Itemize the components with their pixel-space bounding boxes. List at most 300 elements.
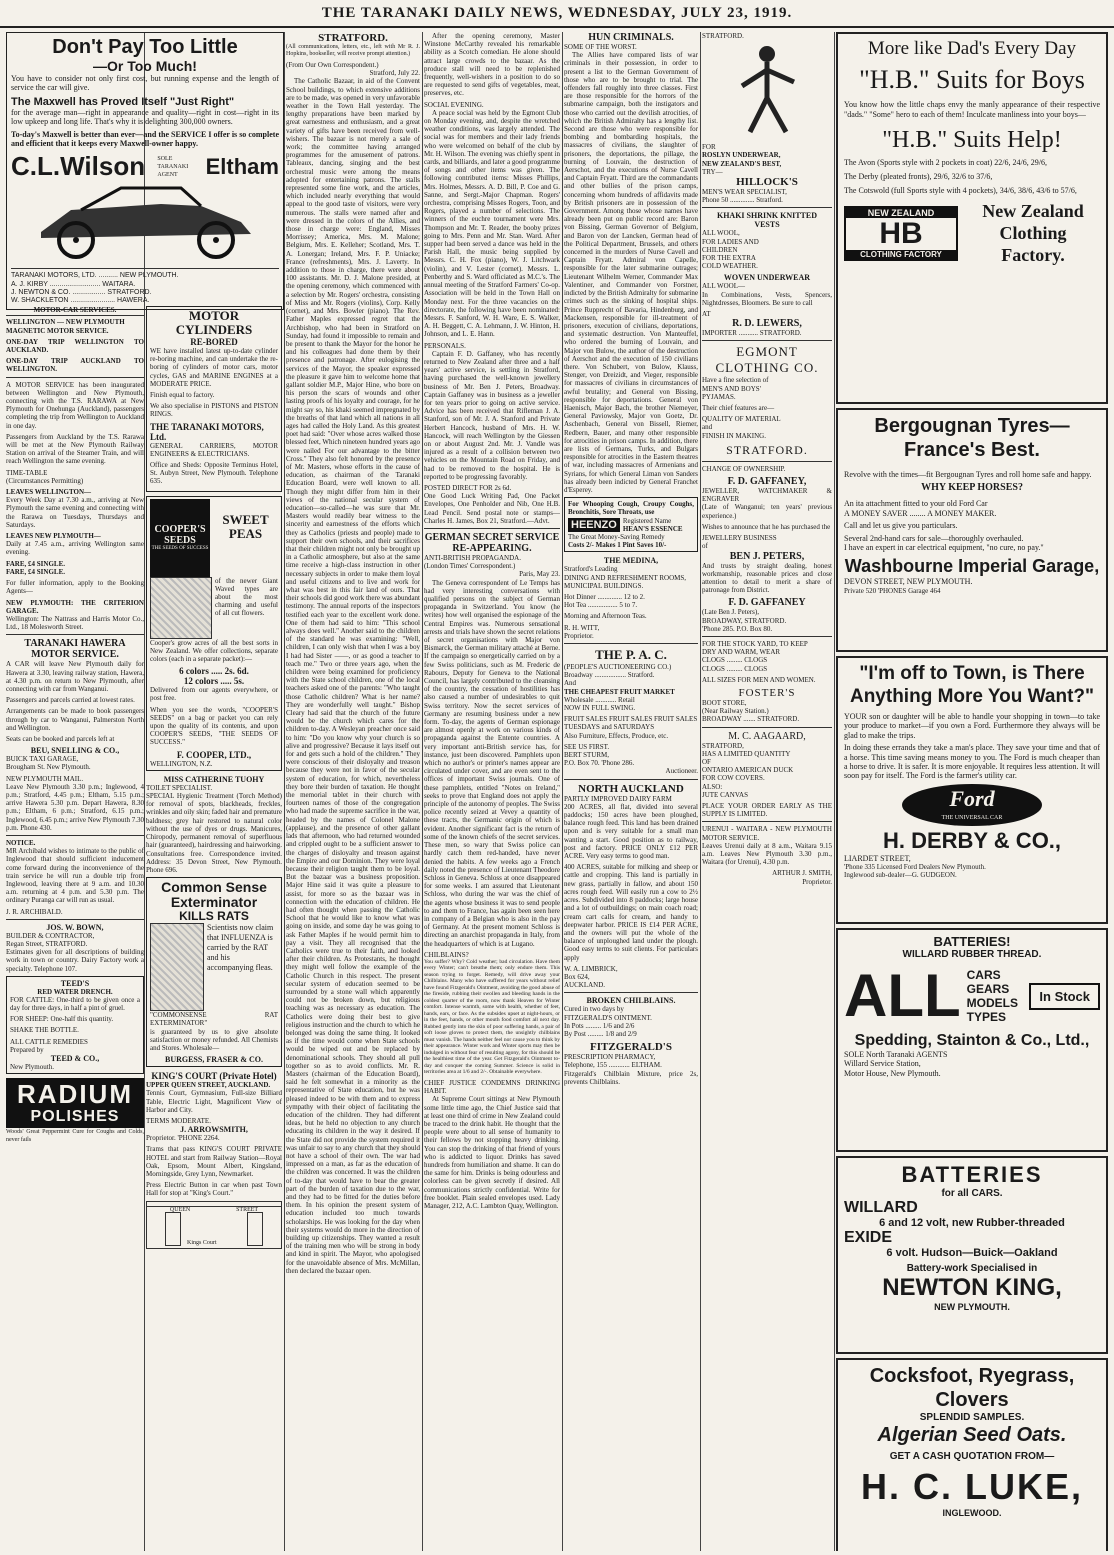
leaves-heading: LEAVES WELLINGTON— — [6, 488, 92, 497]
aagaard-text: FOR COW COVERS. — [702, 774, 765, 783]
cylinders-text: We also specialise in PISTONS and PISTON RINGS. — [150, 402, 278, 419]
hb-logo-text: NEW ZEALAND — [846, 208, 956, 218]
pac-subheading: (PEOPLE'S AUCTIONEERING CO.) — [564, 663, 672, 672]
change-text: BROADWAY, STRATFORD. — [702, 616, 787, 625]
ad-text: One Good Luck Writing Pad, One Packet Envelopes, One Penholder and Nib, One H.B. Lead Pencil. Send postal note or stamps—Charles H. James, Box 21, Stratford.—Advt. — [424, 492, 560, 525]
willard-text: SOLE North Taranaki AGENTS — [844, 1050, 948, 1059]
khaki-heading: VESTS — [754, 220, 780, 230]
cooper-seeds-ad — [146, 496, 282, 771]
batteries-text: Battery-work Specialised in — [906, 1263, 1038, 1274]
teeds-text: Prepared by — [10, 1045, 44, 1054]
chilblains-heading: CHILBLAINS? — [424, 950, 469, 959]
column-4 — [424, 32, 560, 1551]
notice-heading: NOTICE. — [6, 838, 36, 847]
cylinders-text: Office and Sheds: Opposite Terminus Hotel, St. Aubyn Street, New Plymouth. Telephone 635. — [150, 461, 278, 486]
spedding-name: Spedding, Stainton & Co., Ltd., — [854, 1032, 1090, 1049]
egmont-text: Have a fine selection of — [702, 376, 769, 385]
agent-line: A. J. KIRBY .......................... WAITARA. — [11, 280, 136, 288]
fitzgerald-text: Fitzgerald's Chilblain Mixture, price 2s, prevents Chilblains. — [564, 1069, 698, 1086]
stratford-note: (All communications, letters, etc., left with Mr R. J. Hopkins, bookseller, will receive prompt attention.) — [286, 44, 420, 57]
change-text: of — [702, 542, 708, 551]
egmont-text: FINISH IN MAKING. — [702, 431, 766, 440]
firm-name: BUICK TAXI GARAGE, — [6, 755, 79, 764]
rat-illustration — [150, 923, 204, 1011]
khaki-heading: KHAKI SHRINK KNITTED — [716, 211, 818, 221]
timetable-note: (Circumstances Permitting) — [6, 476, 84, 485]
luke-name: H. C. LUKE, — [860, 1466, 1083, 1507]
north-text: Box 624, — [564, 972, 590, 981]
ford-heading: "I'm off to Town, is There — [859, 663, 1085, 684]
hb-logo-text: CLOTHING FACTORY — [846, 250, 956, 259]
article-text: After the opening ceremony, Master Winstone McCarthy revealed his remarkable ability as a Scotch comedian. He alone should attract large crowds to the bazaar. As the produce stall will need to be replenished frequently, well-wishers in a position to do so are requested to send gifts of vegetables, meat, preserves, etc. — [424, 32, 560, 98]
rat-text: Scientists now claim that INFLUENZA is carried by the RAT and his accompanying fleas. — [207, 923, 274, 973]
hawera-text: A CAR will leave New Plymouth daily for Hawera at 3.30, leaving railway station, Hawera, at 4.30 p.m. on return to New Plymouth, after connecting with car from Wanganui. — [6, 660, 144, 693]
agent-line: J. NEWTON & CO. ................. STRATFORD. — [11, 288, 152, 296]
bergougnan-text: Private 520 'PHONES Garage 464 — [844, 586, 941, 595]
ford-text: YOUR son or daughter will be able to handle your shopping in town—to take your produce to market—if you own a Ford. Furthermore they always will be glad to make the trips. — [844, 712, 1100, 740]
nz-clothing: New Zealand — [982, 201, 1084, 221]
hb-help: "H.B." Suits Help! — [882, 127, 1062, 153]
hawera-text: Passengers and parcels carried at lowest rates. — [6, 696, 135, 705]
hun-heading: HUN CRIMINALS. — [588, 32, 674, 43]
change-text: 'Phone 285. P.O. Box 80. — [702, 624, 773, 633]
maxwell-subheading: —Or Too Much! — [93, 58, 197, 74]
urenui-text: Leaves Urenui daily at 8 a.m., Waitara 9.15 a.m. Leaves New Plymouth 3.30 p.m., Waitara (for Urenui), 4.30 p.m. — [702, 841, 832, 867]
north-text: 400 ACRES, suitable for milking and sheep or cattle and cropping. This land is partially in new grass, partially in fallow, and about 150 acres rough feed. Will easily run a cow to 2½ acres. Subdivided into 8 paddocks; large house and a lot of outbuildings; on main coach road; cream cart calls for cream, and handy to deepwater harbor. PRICE IS £14 PER ACRE, and the owners will put the whole of the balance of unploughed land under the plough. Good easy terms to suit clients. For particulars apply — [564, 863, 698, 962]
maxwell-text: for the average man—right in appearance and quality—right in cost—right in its low upkeep and long life. That's why it is delighting 300,000 owners. — [11, 107, 279, 127]
nz-clothing: Clothing Factory. — [999, 223, 1067, 265]
ford-logo-tagline: THE UNIVERSAL CAR — [941, 814, 1003, 821]
limbrick-name: W. A. LIMBRICK, — [564, 964, 618, 973]
broken-text: Cured in two days by — [564, 1005, 624, 1014]
khaki-text: FOR LADIES AND — [702, 237, 759, 246]
ford-logo-text: Ford — [949, 785, 995, 811]
luke-heading: Algerian Seed Oats. — [877, 1424, 1067, 1446]
north-text: 200 ACRES, all flat, divided into several paddocks; 150 acres have been ploughed, balance rough feed. This land has been drained upon and is very suitable for a small man wanting a start. Good position as to railway, post and factory. PRICE ONLY £12 PER ACRE. Very easy terms to good man. — [564, 802, 698, 861]
heenzo-text: Costs 2/- Makes 1 Pint Saves 10/- — [568, 541, 667, 550]
change-text: (Late Ben J. Peters), — [702, 608, 759, 617]
battery-type: MODELS — [966, 996, 1018, 1010]
khaki-text: COLD WEATHER. — [702, 262, 758, 271]
maxwell-claim: The Maxwell has Proved Itself "Just Right" — [11, 95, 235, 108]
sweet-pea-illustration — [150, 577, 212, 639]
ford-text: In doing these errands they take a man's place. They save your time and that of a horse. This time saving means money to you. The Ford is much cheaper than a horse to drive. It is safer. It is more enjoyable. It requires less attention. It will soon pay for itself. The Ford is the farmer's utility car. — [844, 743, 1100, 781]
willard-text: Willard Service Station, — [844, 1059, 921, 1069]
mail-heading: NEW PLYMOUTH MAIL. — [6, 774, 84, 783]
stratford-dateline: Stratford, July 22. — [369, 69, 420, 78]
lewers-name: R. D. LEWERS, — [732, 318, 802, 330]
egmont-text: Their chief features are— — [702, 404, 775, 413]
battery-type: TYPES — [966, 1010, 1006, 1024]
change-text: JEWELLERY BUSINESS — [702, 534, 777, 543]
khaki-text: ALL WOOL— — [702, 282, 745, 291]
column-rule — [834, 32, 835, 1551]
maxwell-ad — [6, 32, 284, 310]
stratford-byline: (From Our Own Correspondent.) — [286, 61, 379, 69]
heenzo-text: The Great Money-Saving Remedy — [568, 532, 665, 541]
pac-text: Auctioneer. — [665, 767, 698, 776]
hb-logo — [844, 206, 958, 261]
service-text: A MOTOR SERVICE has been inaugurated between Wellington and New Plymouth, connecting with the T.S. RARAWA at New Plymouth for Onehunga (Auckland), passengers completing the trip from Wellington to Auckland in one day. — [6, 380, 144, 430]
column-5 — [564, 32, 698, 1551]
roslyn-text: ROSLYN UNDERWEAR, — [702, 151, 781, 160]
luke-town: INGLEWOOD. — [942, 1508, 1002, 1518]
kings-court-text: TERMS MODERATE. — [146, 1116, 211, 1125]
peters-name: BEN J. PETERS, — [729, 550, 805, 562]
roslyn-text: Phone 50 .............. Stratford. — [702, 196, 783, 205]
pac-name: BERT STURM, — [564, 751, 609, 760]
north-heading: NORTH AUCKLAND — [578, 782, 684, 795]
hb-heading: More like Dad's Every Day — [867, 38, 1077, 59]
kings-court-text: Trams that pass KING'S COURT PRIVATE HOTEL and start from Railway Station—Royal Oak, Epsom, Mount Albert, Kingsland, Morningside, Grey Lynn, Newmarket. — [146, 1145, 282, 1178]
firm-address: Brougham St. New Plymouth. — [6, 763, 91, 772]
trip-line: ONE-DAY TRIP WELLINGTON TO AUCKLAND. — [6, 337, 144, 355]
timetable-heading: TIME-TABLE — [6, 468, 48, 477]
pac-text: NOW IN FULL SWING. — [564, 704, 636, 713]
heenzo-text: Registered Name — [622, 516, 672, 525]
egmont-heading: CLOTHING CO. — [715, 360, 819, 376]
roslyn-text: NEW ZEALAND'S BEST, — [702, 159, 782, 168]
kings-court-subheading: UPPER QUEEN STREET, AUCKLAND. — [146, 1081, 271, 1090]
section-heading: PERSONALS. — [424, 341, 466, 350]
pac-text: Broadway .................. Stratford. — [564, 671, 655, 680]
radium-ad — [6, 1078, 144, 1128]
heenzo-text: HEAN'S ESSENCE — [622, 524, 683, 533]
heenzo-logo: HEENZO — [568, 518, 620, 532]
ford-text: LIARDET STREET, — [844, 853, 911, 863]
cylinders-text: WE have installed latest up-to-date cylinder re-boring machine, and can undertake the re-boring of cylinders of motor cars, motor cycles, GAS and MARINE ENGINES at a MODERATE PRICE. — [150, 347, 278, 388]
teeds-subheading: RED WATER DRENCH. — [37, 987, 113, 996]
column-2 — [146, 306, 282, 1551]
teeds-heading: TEED'S — [60, 978, 90, 988]
hb-text: The Cotswold (full Sports style with 4 pockets), 34/6, 38/6, 43/6 to 57/6, — [844, 186, 1077, 195]
pac-text: Wholesale ............ Retail — [564, 695, 635, 704]
medina-text: DINING AND REFRESHMENT ROOMS, — [564, 573, 686, 582]
aagaard-text: JUTE CANVAS — [702, 790, 748, 799]
khaki-text: In Combinations, Vests, Spencers, Nightdresses, Bloomers. Be sure to call — [702, 290, 832, 307]
cooper-logo — [150, 499, 210, 577]
column-rule — [562, 32, 563, 1551]
cylinders-heading: MOTOR CYLINDERS — [175, 308, 253, 337]
ford-logo — [902, 784, 1042, 826]
agent-line: W. SHACKLETON ....................... HAWERA. — [11, 297, 150, 305]
batteries-heading: BATTERIES! — [933, 934, 1011, 949]
aagaard-text: STRATFORD, — [702, 741, 744, 750]
batteries-subheading: WILLARD RUBBER THREAD. — [902, 949, 1042, 960]
broken-text: In Pots ......... 1/6 and 2/6 — [564, 1021, 635, 1030]
cooper-text: of the newer Giant Waved types are about the most charming and useful of all cut flowers. — [215, 576, 278, 618]
aagaard-text: OF — [702, 757, 711, 766]
agent-line: TARANAKI MOTORS, LTD. .......... NEW PLYMOUTH. — [11, 272, 179, 280]
cylinders-subheading: RE-BORED — [190, 337, 238, 347]
bergougnan-text: I have an expert in car electrical equipment, "no cure, no pay." — [844, 543, 1044, 553]
change-text: JEWELLER, WATCHMAKER & ENGRAVER — [702, 487, 832, 504]
booking-agent: NEW PLYMOUTH: THE CRITERION GARAGE. — [6, 598, 144, 615]
hawera-heading: TARANAKI HAWERA MOTOR SERVICE. — [24, 638, 126, 661]
bergougnan-text: Call and let us give you particulars. — [844, 521, 958, 531]
hawera-text: Arrangements can be made to book passengers through by car to Wanganui, Palmerston North and Wellington. — [6, 707, 144, 732]
pac-text: P.O. Box 70. 'Phone 286. — [564, 759, 635, 768]
change-heading: CHANGE OF OWNERSHIP. — [702, 464, 786, 473]
bergougnan-text: WHY KEEP HORSES? — [921, 482, 1023, 494]
german-heading: GERMAN SECRET SERVICE RE-APPEARING. — [424, 531, 560, 554]
map-label: QUEEN — [169, 1206, 191, 1213]
service-text: For fuller information, apply to the Booking Agents— — [6, 579, 144, 596]
in-stock-badge: In Stock — [1029, 983, 1100, 1010]
pac-text: SEE US FIRST. — [564, 742, 610, 751]
khaki-text: IMPORTER ........... STRATFORD. — [702, 329, 802, 338]
roslyn-text: FOR — [702, 143, 716, 152]
stratford-body: The Catholic Bazaar, in aid of the Convent School buildings, to which extensive additions are to be made, was opened in very unfavorable weather in the Town Hall yesterday. The lengthy preparations have been marked by great earnestness and enthusiasm, and a great variety of gifts have been received from well-wishers. The bazaar is not merely a sale of work; the committee having arranged programmes for the amusement of patrons. Tableaux, dancing, singing and the best orchestral music were among the means adopted for entertaining patrons. The stalls represented some fine work, and the articles, which included nearly everything that would appeal to the good taste of visitors, were very numerous. The stalls were named after and were dressed in the colors of the Allies, and those in charge were: England, Misses Morrissey; America, Mrs. M. Malone; Belgium, Mrs. E. Kelleher; Scotland, Mrs. T. A. Lonergan; Ireland, Mrs. F. P. Uniacke; France (refreshments), Mrs. J. Laverty. In addition to those in charge, there were about 100 assistants. Mr. D. J. Malone presided, at the opening ceremony, which commenced with a selection by Mr. Rogers' orchestra, consisting of Miss and Mr. Rogers (violins), Corp. Kelly (cornet), and Mrs. Bowler (piano). The Rev. Father Maples expressed regret that the Archbishop, who had been in Stratford on Sunday, had found it impossible to remain and be present to thank the Mayor for the honor he and his colleagues had done them by their presence and patronage. After eulogising the services of the Mayor, the speaker expressed the pleasure it gave him to welcome home that gallant soldier M.P., Major Hine, who bore on his person the scars of wounds and other lasting proofs of his loyalty and courage, for he might say so, his khaki seemed impregnated by the breaths of that land which all nations in all ages had called the Holy Land. As this greatest poet had said: "Over whose acres walked those blessed feet, Which nineteen hundred years ago were nailed For our advantage to the bitter Cross." They also felt honored by the presence of Mr. Masters, whose efforts in the cause of education, as chairman of the Taranaki Education Board, were well known to all. Though they might differ from him in their views of the national secular system of education—so-called—he was sure that Mr. Masters would readily bear witness to the sincerity and earnestness of the efforts which they as Catholics (priests and people) made to support their own schools, and their sacrifices that their children might not only be brought up in a Catholic atmosphere, but also at the same time receive a high-class instruction in other necessary subjects in order to make them loyal and useful citizens and to live and work for what was best in this fair land of ours. That their schools did good work there was abundant testimony. The annual reports of the inspectors testified each year to the excellent work done. One of them had said to him: "This school always does well." Another said to the children of the standard he was examining: "Well, children, I can only wish that when I was a boy I had had Sister ——, or as good a teacher to teach me." Two or three years ago, when the children were being examined for proficiency with the State school children, one of the local teachers asked one of the parents: "Who taught those Catholic children? What is her name? They are wonderfully well taught." Bishop Cleary had said that the church of the future would be the church which cares for the children to-day. A Wesleyan preacher once said to him: "Do you know why your church is so alive and progressive? Because it lays itself out for and gets such a hold of the children." They were conscious of their disloyalty and treason because they were not in favor of the secular system of education, for which, nevertheless they bore their burden of taxation. He thought the memorial tablet in their church with fourteen names of those of the congregation who had made the supreme sacrifice in the war, headed by the names of Colonel Malone (applause), and the presence of other gallant lads that afternoon, who had returned wounded and crippled ought to be a sufficient answer to the charges of disloyalty and treason against the Empire and our Dominion. They were loyal because their religion taught them to be loyal. But the bazaar was a business proposition. Major Hine said it was quite a pleasure to assist, for more so as the bazaar was in connection with the education of children. He had often thought when passing the Catholic School that he would like to know what was going on inside, and some day he was going to ask Father Maples if he would permit him to pay a visit. They all recognised that the Catholics were true to their faith, and looked after their children. As Protestants, he thought they might well follow the example of the Catholic Church in this respect. The present secular system of education seemed to be surrounded by a stone wall which apparently could not be broken down, but religious teaching was as necessary as education. The Catholics were doing their best to give religious instruction and the church to which he belonged was doing the same thing. It looked as if the time would come when State schools would be wiped out and be replaced by denominational schools. They should all pull together so as to avoid conflicts. Mr. R. Masters (chairman of the Education Board), said he felt somewhat in a minority as the representative of State education, but he was pleased indeed to be with them and to express sympathy with their object of facilitating the education of the children. They had different ideas, but he held no objection to any church educating its children in the way it desired. If the State did not provide the system required it was unfair to say to any church that they should not have a school of their own. The war had impressed on a man, as far as the education of the children was concerned. It was the children of to-day that would have to bear the greater part of the burden of taxation due to the war, and they had to be fitted for the duties before them. In his opinion the present system of education included too much towards scholarships. He was looking for the day when their systems would do more in the direction of building up citizenships. They wanted a result of the training men who will be strong in body and kind in spirit. The Mayor, who apologised for the unavoidable absence of Mrs. McMillan, then declared the bazaar open. — [286, 77, 420, 1275]
kings-court-text: Proprietor. 'PHONE 2264. — [146, 1134, 220, 1143]
stock-text: (Near Railway Station.) — [702, 707, 769, 716]
rat-exterminator-ad — [146, 877, 282, 1067]
kings-court-map — [146, 1201, 282, 1249]
urenui-text: Proprietor. — [802, 877, 832, 886]
aagaard-text: PLACE YOUR ORDER EARLY AS THE SUPPLY IS LIMITED. — [702, 801, 832, 819]
ford-text: Inglewood sub-dealer—G. GUDGEON. — [844, 871, 957, 880]
hb-suits-ad — [836, 32, 1108, 404]
service-text: Every Week Day at 7.30 a.m., arriving at New Plymouth the same evening and connecting with the Rarawa on Tuesdays, Thursdays and Saturdays. — [6, 496, 144, 529]
ford-ad — [836, 656, 1108, 924]
cooper-text: When you see the words, "COOPER'S SEEDS" on a bag or packet you can rely upon the quality of its contents, and upon COOPER'S SEEDS, "THE SEEDS OF SUCCESS." — [150, 705, 278, 747]
pac-text: FRUIT SALES FRUIT SALES FRUIT SALES — [564, 715, 698, 724]
article-text: At Supreme Court sittings at New Plymouth some little time ago, the Chief Justice said that at least one third of crime in New Zealand could be traced to the drink habit. He thought that the people were about to all sense of humanity to their fellows by not stopping heavy drinking. You can stop the drinking of that friend of yours who is addicted to liquor. Drinks has saved hundreds from humiliation and shame. It can do the same for him. Drinks is being odourless and colorless can be given secretly if desired. All communications strictly confidential. Write for free booklet. Plain sealed envelopes used. Lady Manager, 212, A.C. Lambton Quay, Wellington. — [424, 1095, 560, 1210]
woods-line: Woods' Great Peppermint Cure for Coughs and Colds, never fails — [6, 1129, 144, 1144]
broken-text: FITZGERALD'S OINTMENT. — [564, 1013, 652, 1022]
section-heading: SOCIAL EVENING. — [424, 100, 484, 109]
tuohy-heading: MISS CATHERINE TUOHY — [163, 774, 265, 784]
teeds-text: ALL CATTLE REMEDIES — [10, 1037, 88, 1046]
bergougnan-text: A MONEY SAVER ........ A MONEY MAKER. — [844, 508, 997, 518]
motors-firm: THE TARANAKI MOTORS, Ltd. — [150, 421, 264, 442]
hun-body: The Allies have compared lists of war criminals in their possession, in order to present a list to the German Government of those who are to be brought to trial. The offenders fall roughly into three classes. First are those responsible for the horrors of the submarine campaign, both the instigators and those who carried out the devilish atrocities, of which the British Admiralty has a lengthy list. Second are those who were responsible for bombing and bombarding hospitals, the massacres of civilians, the slaughter of prisoners, the deportations, the pillage, the burning of Louvain, the destruction of Aerschot, and the executions of Nurse Cavell and Captain Fryatt. Third are the commandants and other bullies of the prison camps, concerning whom hundreds of affidavits made by British prisoners are in possession of the Government. Among those whose names have already been put on public record are: Baron von Bissing, German Governor of Belgium, and Baron von der Lancken, German head of the Political Department, Brussels, and others concerned in the murders of Nurse Cavell and Captain Fryatt. Admiral von Capelle, responsible for the later submarine outrages; Lieutenant Wilhelm Werner, Commander Max Valentiner, and Commander von Forstner, indicted by the British Admiralty for submarine crimes such as the sinking of hospital ships. Prince Rupprecht of Bavaria, Hindenburg, and Mackensen, responsible for ill-treatment of prisoners, execution of civilians, deportations, and systematic destruction. Von Manteuffel, who ordered the burning of Louvain, and Major von Bulow, the author of the destruction of Aerschot and the execution of 150 civilians there. Von Schubert, von Bulow, Klauss, Stenger, von Dreizidt, and Vieger, responsible for massacres of civilians in circumstances of awful brutality; and General von Bissing, responsible for deportations. General von Haenisch, Major Bach, the brother Niemeyer, General Paviowsky, Major von Goetz, Dr. Aschenbach, General von Bissell, Riemer, Redbern, Bauer, and many other responsible for atrocities in prison camps. In addition, there are lists of Germans, Turks, and Bulgars responsible for atrocities in the Eastern theatres of war, including massacres of Armenians and Syrians, for which General Liman von Sanders has already been indicted by General Franchet d'Esperey. — [564, 51, 698, 494]
khaki-text: FOR THE EXTRA — [702, 254, 756, 263]
medina-text: Morning and Afternoon Teas. — [564, 612, 647, 621]
battery-type: CARS — [966, 968, 1001, 982]
cooper-logo-text: COOPER'S SEEDS — [154, 524, 206, 547]
bown-heading: JOS. W. BOWN, — [46, 922, 104, 932]
maxwell-text: To-day's Maxwell is better than ever—and the SERVICE I offer is so complete and efficient that it keeps every Maxwell-owner happy. — [11, 129, 279, 149]
stock-text: CLOGS ......... CLOGS — [702, 664, 768, 673]
egmont-text: MEN'S AND BOYS' — [702, 384, 761, 393]
article-text: A peace social was held by the Egmont Club on Monday evening, and, despite the wretched weather conditions, was largely attended. The social was for members and their lady friends who were welcomed on behalf of the club by Mr. H. Wilson. The evening was chiefly spent in cards, and billiards, and later a good programme of songs and other items was given. The following contributed items: Misses Phillips, Mrs. Holmes, Messrs. A. D. Bill, P. Coe and G. Sanne, and Sergt.-Major Chapman. Rogers' orchestra, comprising Misses Rogers, Toon, and Rogers, played a number of selections. The winners of the euchre tournament were Mrs. Thompson and Mr. T. Reader, the booby prizes going to Mrs. Penn and Mr. Stan. Ward. After supper had been served a dance was held in the Parish Hall, the music being supplied by Messrs. C. H. Fox (piano), W. J. Litchwark (violin), and V. Lester (cornet). Messrs. L. Penberthy and S. Ward officiated as M.C.'s. The annual meeting of the Stratford Farmers' Co-op. Association will be held in the Town Hall on Monday next. For the three vacancies on the directorate, the following have been nominated: Messrs. F. Sanford, W. H. Ware, E. S. Walker, A. H. Beggett, C. A. Lehmann, J. W. Hinton, H. Johnson, and L. E. Hann. — [424, 108, 560, 339]
column-7 — [836, 32, 1108, 1551]
ford-heading: Anything More You Want?" — [849, 686, 1095, 707]
hawera-text: Seats can be booked and parcels left at — [6, 734, 115, 743]
batteries-text: 6 volt. Hudson—Buick—Oakland — [886, 1247, 1058, 1259]
smith-name: ARTHUR J. SMITH, — [772, 869, 832, 878]
luke-ad — [836, 1358, 1108, 1551]
article-text: Captain F. D. Gaffaney, who has recently returned to New Zealand after three and a half years' active service, is settling in Stratford, having purchased the well-known jewellery business of Mr. Ben J. Peters, Broadway. Captain Gaffaney was in business as a jeweller for ten years prior to going on active service. Advice has been received that Rifleman J. A. Stanford, son of Mr. J. A. Stanford and Private Herbert Hancock, husband of Mrs. H. W. Hancock, will reach Wellington by the Giessen on or about August 2nd. Mr. J. Vandle was injured as a result of a collision between two vehicles on the Mountain Road on Friday, and had to be removed to the hospital. He is reported to be progressing favorably. — [424, 349, 560, 481]
rat-text: "COMMONSENSE RAT EXTERMINATOR" — [150, 1011, 278, 1028]
medina-name: R. H. WITT, — [564, 623, 600, 632]
broken-chilblains-heading: BROKEN CHILBLAINS. — [586, 996, 676, 1006]
egmont-heading: EGMONT — [736, 344, 798, 360]
column-rule — [700, 32, 701, 1551]
german-dateline: Paris, May 23. — [519, 570, 560, 579]
common-sense-heading: Common Sense — [161, 879, 267, 896]
stock-text: BOOT STORE, — [702, 698, 747, 707]
column-3 — [286, 32, 420, 1551]
chilblains-text: You suffer? Why? Cold weather; bad circulation. Have them every Winter; can't breathe them; only endure them. This season trying to forget. Remedy, will drive away your Chilblains. Many who have suffered for years without relief have found Fitzgerald's Ointment, avoiding the good abuse of the fireside, rubbing their swollen and bleeding hands in the coldest quarter of the room, now thank Heaven for Winter comfort. Intense warmth, some with health, whether of feet, hands, ears, or face. As the subsides upset at night-hours, or in the feet, hands, or other mouth food comfort all next day. Rubbed gently into the skin of poor suffering hands, a pair of soft loose gloves to protect them, the unsightly chilblains must vanish. The hands neither feel nor cause you to think by their appearance. Winter work and Winter sports may then be indulged in without fear of resulting agony, for this should be the healthiest time of the year. Get Fitzgerald's Ointment to-day and conquer the coming Summer. Science is solid in territories area at 1/6 and 2/-. Obtainable everywhere. — [424, 958, 560, 1076]
north-subheading: PARTLY IMPROVED DAIRY FARM — [564, 794, 672, 803]
medina-text: Proprietor. — [564, 631, 594, 640]
stock-text: DRY AND WARM, WEAR — [702, 648, 781, 657]
roslyn-text: MEN'S WEAR SPECIALIST, — [702, 188, 787, 197]
radium-heading: RADIUM — [17, 1079, 133, 1110]
bergougnan-text: An ita attachment fitted to your old Ford Car — [844, 499, 988, 509]
medina-text: Hot Tea ................. 5 to 7. — [564, 601, 638, 610]
column-1 — [6, 306, 144, 1551]
luke-text: SPLENDID SAMPLES. — [919, 1412, 1025, 1423]
chief-justice-heading: CHIEF JUSTICE CONDEMNS DRINKING HABIT. — [424, 1078, 560, 1096]
kings-court-text: Tennis Court, Gymnasium, Full-size Billiard Table, Electric Light, Magnificent View of Harbor and City. — [146, 1089, 282, 1114]
masthead-title: THE TARANAKI DAILY NEWS, WEDNESDAY, JULY 23, 1919. — [321, 5, 793, 21]
service-text: Daily at 7.45 a.m., arriving Wellington same evening. — [6, 540, 144, 557]
column-rule — [422, 32, 423, 1551]
egmont-text: and — [702, 423, 713, 432]
hb-text: The Avon (Sports style with 2 pockets in coat) 22/6, 24/6, 29/6, — [844, 158, 1047, 167]
radium-subheading: POLISHES — [30, 1108, 120, 1126]
woven-heading: WOVEN UNDERWEAR — [723, 273, 811, 283]
pac-text: Also Furniture, Effects, Produce, etc. — [564, 731, 669, 740]
teeds-town: New Plymouth. — [10, 1063, 54, 1072]
teeds-text: FOR CATTLE: One-third to be given once a day for three days, in half a pint of gruel. — [10, 995, 140, 1013]
gaffaney-name: F. D. GAFFANEY, — [727, 476, 807, 488]
egmont-text: PYJAMAS. — [702, 392, 736, 401]
fitzgerald-text: Telephone, 155 ............ ELTHAM. — [564, 1061, 662, 1070]
batteries-text: 6 and 12 volt, new Rubber-threaded — [879, 1217, 1065, 1229]
egmont-text: QUALITY OF MATERIAL — [702, 415, 781, 424]
cooper-text: Cooper's grow acres of all the best sorts in New Zealand. We offer collections, separate colors (each in a separate packet):— — [150, 638, 278, 664]
khaki-text: ALL WOOL, — [702, 229, 740, 238]
battery-type: GEARS — [966, 982, 1010, 996]
stock-heading: FOR THE STOCK YARD, TO KEEP — [702, 639, 808, 648]
urenui-heading: URENUI - WAITARA - NEW PLYMOUTH MOTOR SERVICE. — [702, 825, 832, 842]
willard-ad — [836, 928, 1108, 1152]
newton-king-name: NEWTON KING, — [882, 1274, 1062, 1301]
aagaard-text: ALSO: — [702, 782, 723, 791]
aagaard-name: M. C. AAGAARD, — [728, 730, 806, 742]
cooper-price: 6 colors ..... 2s. 6d. — [179, 666, 249, 677]
stock-text: CLOGS ......... CLOGS — [702, 656, 768, 665]
cooper-logo-tagline: THE SEEDS OF SUCCESS — [151, 546, 209, 552]
medina-text: MUNICIPAL BUILDINGS. — [564, 581, 644, 590]
hillocks-name: HILLOCK'S — [736, 176, 798, 189]
maxwell-text: You have to consider not only first cost, but running expense and the length of service the car will give. — [11, 74, 279, 93]
teeds-ad — [6, 976, 144, 1074]
bergougnan-text: Several 2nd-hand cars for sale—thoroughly overhauled. — [844, 533, 1024, 543]
wilson-name: C.L.Wilson — [11, 151, 146, 182]
washbourne-name: Washbourne Imperial Garage, — [844, 556, 1100, 577]
pac-text: TUESDAYS and SATURDAYS — [564, 723, 655, 732]
article-text: The Geneva correspondent of Le Temps has had very interesting conversations with qualified persons on the subject of German propaganda in Switzerland. You know (he writes) how well organised the espionage of the Central Empires was. Numerous sensational arrests and trials have shown the secret relations of secret organisations with Major von Bismarck, the German military attaché at Berne. If the campaign so energetically carried on by a few Swiss politicians, such as M. Frederic de Rabours, Deputy for Geneva to the National Council, has largely contributed to the cleansing of the country, the cessation of hostilities has also caused a number of undesirables to quit Swiss territory. Now the secret services of Germany are resuming business under a new form. To-day, the agents of German espionage are almost openly at work on various kinds of propaganda against the Entente countries. A very important anti-British service has, for instance, just been discovered. Pamphlets upon which no author's or printer's names appear are circulated under cover, and are even sent to the offices of important Swiss journals. One of these pamphlets, entitled "Notes on Ireland," seeks to prove that England does not apply the principle of the autonomy of peoples. The Swiss police recently seized at Vevey a quantity of these tracts, the Germanic origin of which is evident. Another significant fact is the return of some of the known chiefs of the secret services. These men, so wary that Swiss police can hardly catch them red-handed, have never denied the habits. A few weeks ago a French daily noted the presence of Lieutenant Theodore Schloss in Geneva. Schloss at once disappeared for some weeks. I am assured that Lieutenant Schloss, who during the war was the chief of the agents whose business it was to send people to and them to France, has again been seen here in company of a Belgian who is also in the pay of Germany. At the present moment Schloss is directing an anarchist propaganda in Italy, from the headquarters of which is at Lugano. — [424, 578, 560, 948]
column-rule — [284, 32, 285, 1551]
cooper-firm: F. COOPER, LTD., — [176, 749, 252, 760]
section-heading: MOTOR-CAR SERVICES. — [6, 306, 144, 316]
pac-text: And — [564, 679, 577, 688]
maxwell-agents — [11, 272, 279, 305]
all-text: ALL — [844, 962, 961, 1029]
leaves-heading: LEAVES NEW PLYMOUTH— — [6, 532, 101, 541]
gaffaney-name: F. D. GAFFANEY — [728, 597, 806, 609]
cooper-text: Delivered from our agents everywhere, or post free. — [150, 686, 278, 703]
broken-text: By Post ......... 1/8 and 2/9 — [564, 1029, 637, 1038]
wilson-agent: SOLE TARANAKI AGENT — [157, 155, 189, 179]
batteries-subheading: for all CARS. — [941, 1188, 1003, 1199]
willard-text: Motor House, New Plymouth. — [844, 1068, 941, 1078]
hun-subheading: SOME OF THE WORST. — [564, 43, 637, 51]
tuohy-text: SPECIAL Hygienic Treatment (Torch Method) for removal of spots, blackheads, freckles, wrinkles and oily skin; faded hair and premature baldness; grey hair restored to natural color without the use of dyes or drugs. Manicures, Chiropody, permanent removal of superfluous hair (guaranteed), hairdressing and hairworking. Consultations free. Correspondence invited. Address: 35 Devon Street, New Plymouth. Phone 696. — [146, 792, 282, 874]
wilson-town: Eltham — [205, 153, 279, 179]
masthead — [0, 0, 1114, 28]
car-illustration — [11, 182, 269, 260]
kills-rats: KILLS RATS — [179, 909, 249, 924]
column-6 — [702, 32, 832, 1551]
hb-text: You know how the little chaps envy the manly appearance of their respective "dads." "Some" hero to each of them! Inculcate manliness into your boys— — [844, 100, 1100, 119]
bown-text: Estimates given for all descriptions of building work in town or country. Dairy Factory work a specialty. Telephone 107. — [6, 948, 144, 973]
firm-name: BEU, SNELLING & CO., — [30, 746, 120, 756]
fare: FARE, £4 SINGLE. — [6, 559, 65, 568]
pac-text: THE CHEAPEST FRUIT MARKET — [564, 687, 675, 696]
stock-text: BROADWAY ....... STRATFORD. — [702, 715, 800, 724]
stratford-heading: STRATFORD. — [318, 32, 388, 44]
german-subheading: ANTI-BRITISH PROPAGANDA. — [424, 553, 521, 562]
fitzgerald-subheading: PRESCRIPTION PHARMACY, — [564, 1053, 656, 1062]
athlete-illustration — [702, 40, 832, 138]
pac-heading: THE P. A. C. — [595, 647, 667, 663]
teeds-text: FOR SHEEP: One-half this quantity. — [10, 1015, 114, 1024]
rat-text: is guaranteed by us to give absolute satisfaction or money refunded. All Chemists and Stores. Wholesale— — [150, 1027, 278, 1052]
khaki-text: AT — [702, 310, 711, 319]
bown-text: BUILDER & CONTRACTOR, — [6, 931, 95, 940]
hb-logo-text: HB — [879, 216, 923, 250]
common-sense-heading: Exterminator — [170, 894, 258, 911]
ad-heading: POSTED DIRECT FOR 2s 6d. — [424, 483, 512, 492]
notice-signature: J. R. ARCHIBALD. — [6, 907, 63, 916]
heenzo-heading: For Whooping Cough, Croupy Coughs, Bronchitis, Sore Throats, use — [568, 500, 694, 517]
route-heading: WELLINGTON — NEW PLYMOUTH — [6, 318, 125, 327]
roslyn-text: TRY— — [702, 167, 723, 176]
arrowsmith-name: J. ARROWSMITH, — [180, 1125, 248, 1135]
tuohy-subheading: TOILET SPECIALIST. — [146, 783, 213, 792]
service-name: MAGNETIC MOTOR SERVICE. — [6, 326, 109, 335]
service-text: Passengers from Auckland by the T.S. Rarawa will be met at the New Plymouth Railway Station on arrival of the Steamer Train, and will reach Wellington the same evening. — [6, 432, 144, 466]
bergougnan-heading: France's Best. — [904, 439, 1040, 461]
cooper-town: WELLINGTON, N.Z. — [150, 759, 213, 768]
willard-brand: WILLARD — [844, 1199, 918, 1216]
maxwell-heading: Don't Pay Too Little — [52, 36, 238, 58]
egmont-town: STRATFORD. — [726, 442, 808, 457]
medina-heading: THE MEDINA, — [603, 556, 659, 566]
trip-line: ONE-DAY TRIP AUCKLAND TO WELLINGTON. — [6, 357, 144, 374]
exide-brand: EXIDE — [844, 1229, 893, 1246]
heenzo-ad — [564, 497, 698, 552]
change-text: (Late of Wanganui; ten years' previous experience.) — [702, 503, 832, 520]
khaki-text: CHILDREN — [702, 245, 738, 254]
fosters-name: FOSTER'S — [738, 686, 796, 699]
luke-text: GET A CASH QUOTATION FROM— — [889, 1451, 1055, 1462]
batteries-heading: BATTERIES — [901, 1162, 1043, 1187]
kings-court-heading: KING'S COURT (Private Hotel) — [151, 1071, 277, 1082]
german-byline: (London Times' Correspondent.) — [424, 562, 516, 571]
ford-text: 'Phone 335 Licensed Ford Dealers New Plymouth. — [844, 863, 986, 872]
map-label: Kings Court — [187, 1239, 217, 1246]
fare: FARE, £4 SINGLE. — [6, 567, 65, 576]
newton-king-ad — [836, 1156, 1108, 1354]
sweet-peas-heading: SWEET PEAS — [222, 511, 269, 541]
